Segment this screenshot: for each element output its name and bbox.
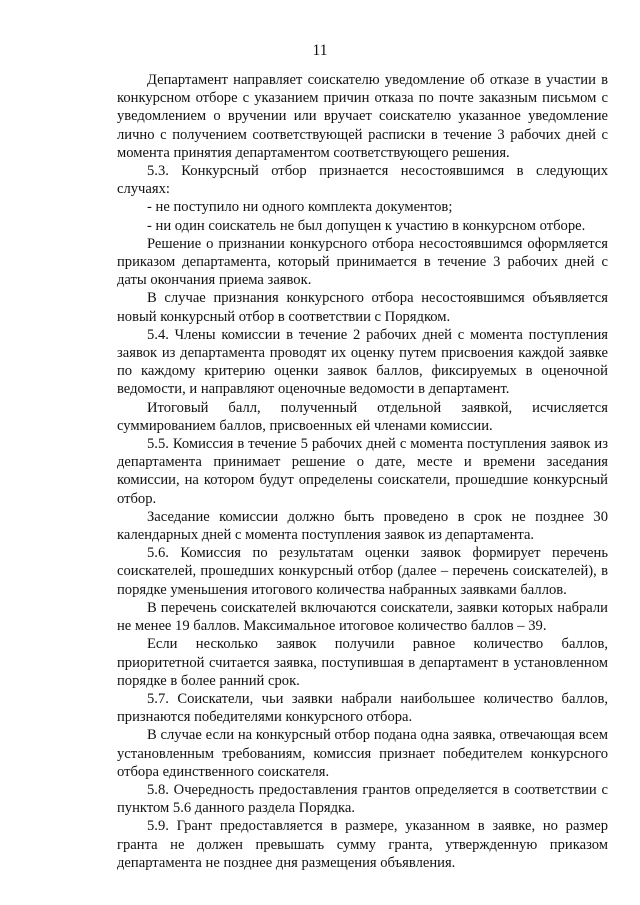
page-number: 11 (312, 42, 328, 59)
paragraph-single-application: В случае если на конкурсный отбор подана одна заявка, отвечающая всем установленным требованиям, комиссия признает победителем конкурсного отбора единственного соискателя. (117, 727, 608, 780)
paragraph-5-4: 5.4. Члены комиссии в течение 2 рабочих дней с момента поступления заявок из департамента проводят их оценку путем присвоения каждой заявке по каждому критерию оценки заявок баллов, фиксируемых в оценочной ведомости, и направляют оценочные ведомости в департамент. (117, 326, 608, 398)
list-item-no-documents: - не поступило ни одного комплекта документов; (147, 199, 453, 216)
paragraph-new-selection: В случае признания конкурсного отбора несостоявшимся объявляется новый конкурсный отбор в соответствии с Порядком. (117, 290, 608, 325)
paragraph-meeting-deadline: Заседание комиссии должно быть проведено в срок не позднее 30 календарных дней с момента поступления заявок из департамента. (117, 508, 608, 544)
paragraph-5-6: 5.6. Комиссия по результатам оценки заявок формирует перечень соискателей, прошедших конкурсный отбор (далее – перечень соискателей), в порядке уменьшения итогового количества набранных заявками баллов. (117, 545, 608, 598)
paragraph-refusal-notice: Департамент направляет соискателю уведомление об отказе в участии в конкурсном отборе с указанием причин отказа по почте заказным письмом с уведомлением о вручении или вручает соискателю указанное уведомление лично с получением соответствующей расписки в течение 3 рабочих дней с момента принятия департаментом соответствующего решения. (117, 72, 608, 161)
list-item-no-applicants-admitted: - ни один соискатель не был допущен к участию в конкурсном отборе. (147, 217, 586, 234)
paragraph-5-5: 5.5. Комиссия в течение 5 рабочих дней с момента поступления заявок из департамента принимает решение о дате, месте и времени заседания комиссии, на котором будут определены соискатели, прошедшие конкурсный отбор. (117, 436, 608, 507)
document-body (117, 71, 608, 872)
paragraph-equal-score-priority: Если несколько заявок получили равное количество баллов, приоритетной считается заявка, поступившая в департамент в установленном порядке в более ранний срок. (117, 636, 608, 689)
paragraph-total-score: Итоговый балл, полученный отдельной заявкой, исчисляется суммированием баллов, присвоенных ей членами комиссии. (117, 399, 608, 434)
paragraph-decision-order: Решение о признании конкурсного отбора несостоявшимся оформляется приказом департамента, который принимается в течение 3 рабочих дней с даты окончания приема заявок. (117, 235, 608, 289)
paragraph-5-8: 5.8. Очередность предоставления грантов определяется в соответствии с пунктом 5.6 данного раздела Порядка. (117, 781, 608, 817)
paragraph-5-9: 5.9. Грант предоставляется в размере, указанном в заявке, но размер гранта не должен превышать сумму гранта, утвержденную приказом департамента не позднее дня размещения объявления. (117, 818, 608, 871)
paragraph-5-3: 5.3. Конкурсный отбор признается несостоявшимся в следующих случаях: (117, 163, 608, 198)
paragraph-5-7: 5.7. Соискатели, чьи заявки набрали наибольшее количество баллов, признаются победителями конкурсного отбора. (117, 690, 608, 726)
paragraph-minimum-score: В перечень соискателей включаются соискатели, заявки которых набрали не менее 19 баллов. Максимальное итоговое количество баллов – 39. (117, 599, 608, 635)
